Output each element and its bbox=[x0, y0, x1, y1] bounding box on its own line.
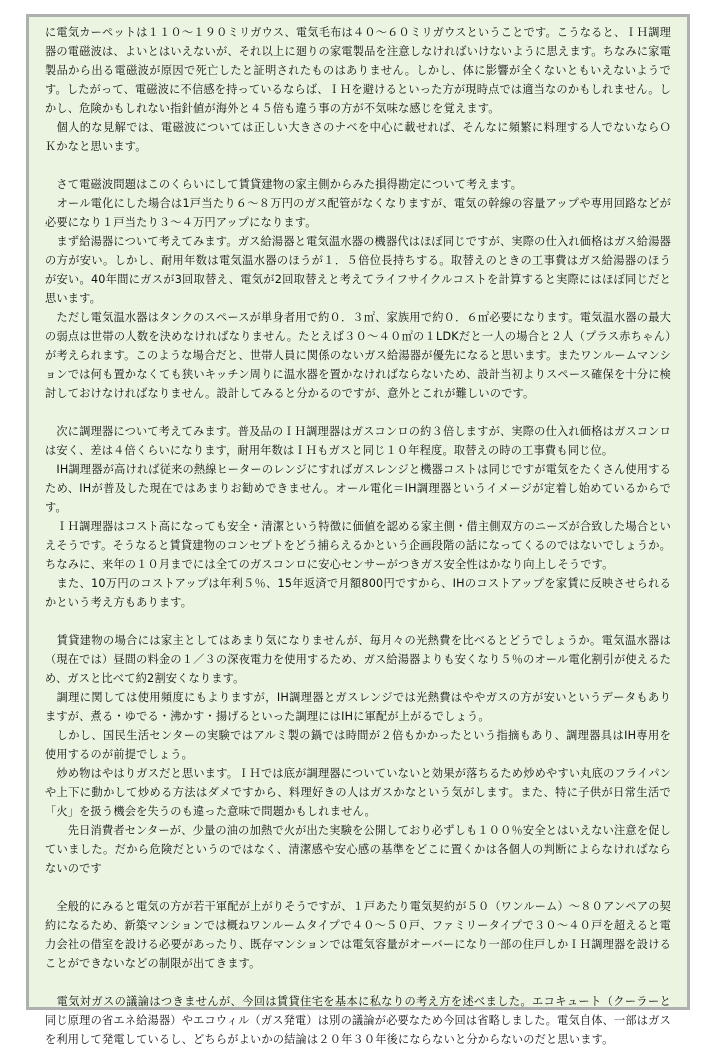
paragraph-spacer bbox=[45, 156, 671, 175]
paragraph-spacer bbox=[45, 403, 671, 422]
paragraph-tank-space: ただし電気温水器はタンクのスペースが単身者用で約０．３㎡、家族用で約０．６㎡必要になります。電気温水器の最大の弱点は世帯の人数を決めなければなりません。たとえば３０～４０㎡の１LDKだと一人の場合と２人（プラス赤ちゃん）が考えられます。このような場合だと、世帯人員に関係のないガス給湯器が優先になると思います。またワンルームマンションでは何も置かなくても狭いキッチン周りに温水器を置かなければならないため、設計当初よりスペース確保を十分に検討しておけなければなりません。設計してみると分かるのですが、意外とこれが難しいのです。 bbox=[45, 311, 671, 400]
paragraph-water-heater: まず給湯器について考えてみます。ガス給湯器と電気温水器の機器代はほぼ同じですが、実際の仕入れ価格はガス給湯器の方が安い。しかし、耐用年数は電気温水器のほうが１．５倍位長持ちする。取替えのときの工事費はガス給湯器のほうが安い。40年間にガスが3回取替え、電気が2回取替えと考えてライフサイクルコストを計算すると実際にはほぼ同じだと思います。 bbox=[45, 235, 671, 305]
paragraph-ih-needs: ＩＨ調理器はコスト高になっても安全・清潔という特徴に価値を認める家主側・借主側双方のニーズが合致した場合といえそうです。そうなると賃貸建物のコンセプトをどう捕らえるかという企画段階の話になってくるのではないでしょうか。ちなみに、来年の１０月までには全てのガスコンロに安心センサーがつきガス安全性はかなり向上しそうです。 bbox=[45, 520, 671, 571]
paragraph-personal-view: 個人的な見解では、電磁波については正しい大きさのナベを中心に載せれば、そんなに頻繁に料理する人でないならＯＫかなと思います。 bbox=[45, 121, 671, 153]
paragraph-heater-range: IH調理器が高ければ従来の熱線ヒーターのレンジにすればガスレンジと機器コストは同じですが電気をたくさん使用するため、IHが普及した現在ではあまりお勧めできません。オール電化＝IH調理器というイメージが定着し始めているからです。 bbox=[45, 463, 671, 514]
paragraph-spacer bbox=[45, 878, 671, 897]
paragraph-consumer-center: 先日消費者センターが、少量の油の加熱で火が出た実験を公開しており必ずしも１００％安全とはいえない注意を促していました。だから危険だというのではなく、清潔感や安心感の基準をどこに置くかは各個人の判断によらなければならないのです bbox=[45, 824, 671, 875]
paragraph-conclusion: 電気対ガスの議論はつきませんが、今回は賃貸住宅を基本に私なりの考え方を述べました。エコキュート（クーラーと同じ原理の省エネ給湯器）やエコウィル（ガス発電）は別の議論が必要なため今回は省略しました。電気自体、一部はガスを利用して発電しているし、どちらがよいかの結論は２０年３０年後にならないと分からないのだと思います。 bbox=[45, 995, 671, 1046]
document-page bbox=[26, 14, 690, 1046]
paragraph-rent-reflection: また、10万円のコストアップは年利５％、15年返済で月額800円ですから、IHのコストアップを家賃に反映させられるかという考え方もあります。 bbox=[45, 577, 671, 609]
paragraph-landlord-intro: さて電磁波問題はこのくらいにして賃貸建物の家主側からみた損得勘定について考えます。 bbox=[45, 178, 523, 191]
paragraph-all-electric-cost: オール電化にした場合は1戸当たり６～８万円のガス配管がなくなりますが、電気の幹線の容量アップや専用回路などが必要になり１戸当たり３～４万円アップになります。 bbox=[45, 197, 671, 229]
paragraph-spacer bbox=[45, 973, 671, 992]
paragraph-cooker-cost: 次に調理器について考えてみます。普及品のＩＨ調理器はガスコンロの約３倍しますが、実際の仕入れ価格はガスコンロは安く、差は４倍くらいになります，耐用年数はＩＨもガスと同じ１０年程度。取替えの時の工事費も同じ位。 bbox=[45, 425, 671, 457]
paragraph-stir-fry: 炒め物はやはりガスだと思います。ＩＨでは底が調理器についていないと効果が落ちるため炒めやすい丸底のフライパンや上下に動かして炒める方法はダメですから、料理好きの人はガスかなという気がします。また、特に子供が日常生活で「火」を扱う機会を失うのも違った意味で問題かもしれません。 bbox=[45, 767, 671, 818]
paragraph-aluminum-pot: しかし、国民生活センターの実験ではアルミ製の鍋では時間が２倍もかかったという指摘もあり、調理器具はIH専用を使用するのが前提でしょう。 bbox=[45, 729, 671, 761]
paragraph-spacer bbox=[45, 612, 671, 631]
paragraph-overall-summary: 全般的にみると電気の方が若干軍配が上がりそうですが、１戸あたり電気契約が５０（ワンルーム）～８０アンペアの契約になるため、新築マンションでは概ねワンルームタイプで４０～５０戸、ファミリータイプで３０～４０戸を超えると電力会社の借室を設ける必要があったり、既存マンションでは電気容量がオーバーになり一部の住戸しかＩＨ調理器を設けることができないなどの制限が出てきます。 bbox=[45, 900, 671, 970]
paragraph-utility-costs: 賃貸建物の場合には家主としてはあまり気になりませんが、毎月々の光熱費を比べるとどうでしょうか。電気温水器は（現在では）昼間の料金の１／３の深夜電力を使用するため、ガス給湯器よりも安くなり５％のオール電化割引が使えるため、ガスと比べて約2割安くなります。 bbox=[45, 634, 671, 685]
paragraph-emf-comparison: に電気カーペットは１１０～１９０ミリガウス、電気毛布は４０～６０ミリガウスということです。こうなると、ＩＨ調理器の電磁波は、よいとはいえないが、それ以上に廻りの家電製品を注意しなければいけないように思えます。ちなみに家電製品から出る電磁波が原因で死亡したと証明されたものはありません。しかし、体に影響が全くないともいえないようです。したがって、電磁波に不信感を持っているならば、ＩＨを避けるといった方が現時点では適当なのかもしれません。しかし、危険かもしれない指針値が海外と４５倍も違う事の方が不気味な感じを覚えます。 bbox=[45, 26, 671, 115]
paragraph-cooking-costs: 調理に関しては使用頻度にもよりますが，IH調理器とガスレンジでは光熱費はややガスの方が安いというデータもありますが、煮る・ゆでる・沸かす・揚げるといった調理にはIHに軍配が上がるでしょう。 bbox=[45, 691, 671, 723]
